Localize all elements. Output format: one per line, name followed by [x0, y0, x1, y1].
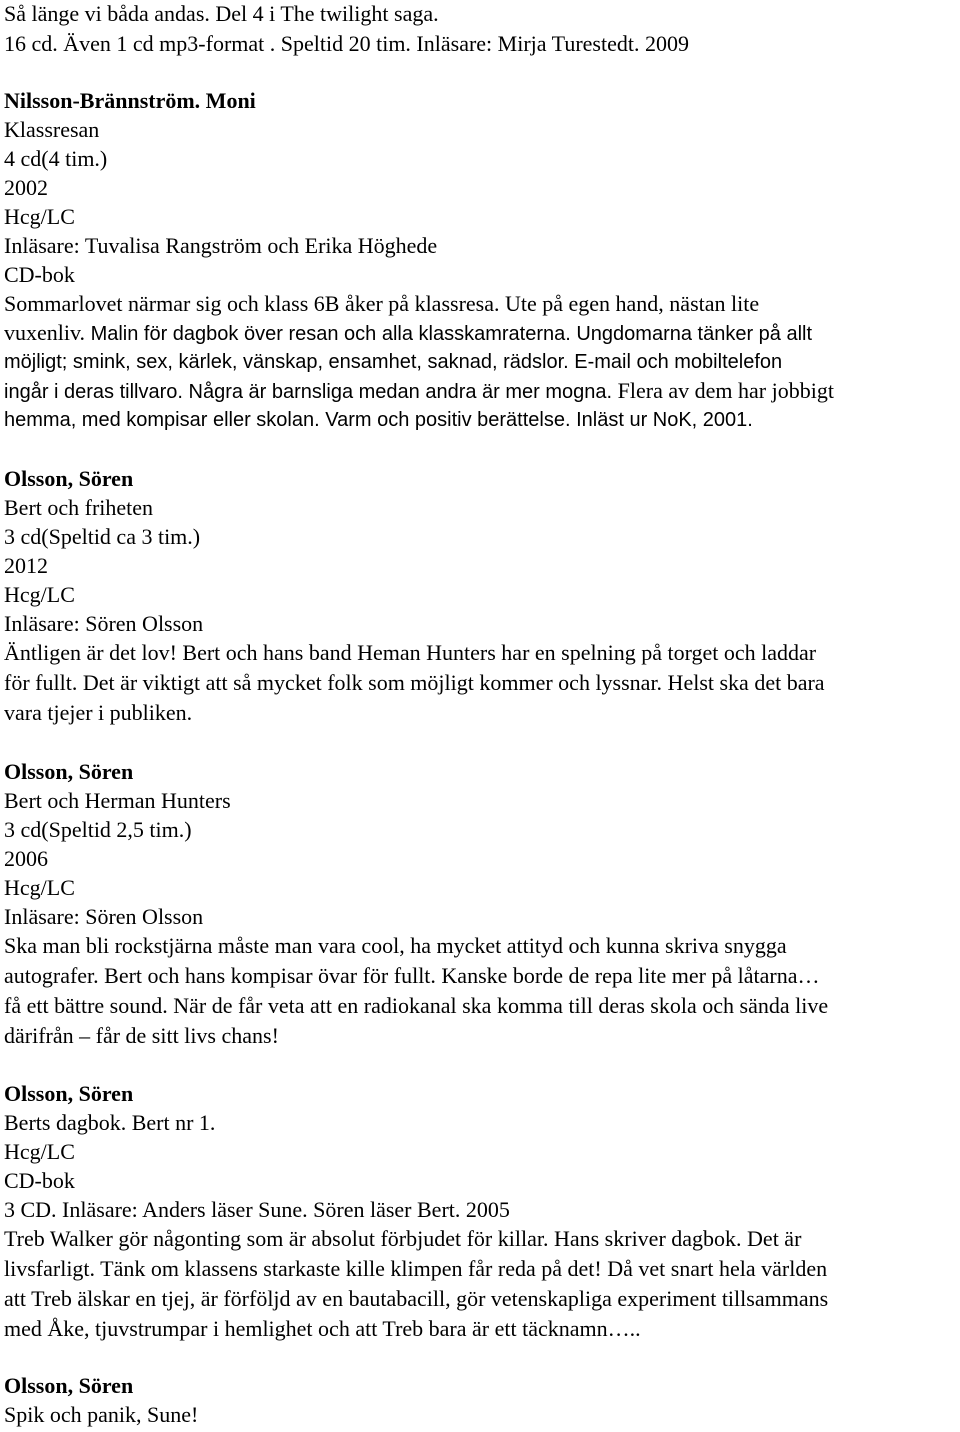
desc-segment: Några är barnsliga medan andra är mer mogna.	[188, 381, 618, 403]
entry-desc-line: Sommarlovet närmar sig och klass 6B åker på klassresa. Ute på egen hand, nästan lite	[4, 291, 760, 316]
entry-desc-line	[4, 378, 834, 405]
entry-author: Olsson, Sören	[4, 1373, 134, 1398]
entry-year: 2002	[4, 175, 48, 200]
desc-segment: vuxenliv.	[4, 320, 91, 345]
desc-segment: ingår i deras tillvaro.	[4, 381, 189, 403]
entry-desc-line	[4, 320, 812, 347]
entry-title: Klassresan	[4, 117, 100, 142]
desc-segment: Malin för dagbok över resan och alla klasskamraterna.	[90, 323, 577, 345]
entry-desc-line: därifrån – får de sitt livs chans!	[4, 1023, 279, 1048]
entry-format: 4 cd(4 tim.)	[4, 146, 108, 171]
desc-segment: Ungdomarna tänker på allt	[576, 323, 813, 345]
entry-info: 3 CD. Inläsare: Anders läser Sune. Sören läser Bert. 2005	[4, 1197, 510, 1222]
entry-desc-line: för fullt. Det är viktigt att så mycket folk som möjligt kommer och lyssnar. Helst ska det bara	[4, 670, 825, 695]
entry-type: CD-bok	[4, 262, 75, 287]
entry-desc-line: Ska man bli rockstjärna måste man vara cool, ha mycket attityd och kunna skriva snygga	[4, 933, 787, 958]
entry-shelf: Hcg/LC	[4, 875, 75, 900]
entry-format: 3 cd(Speltid ca 3 tim.)	[4, 524, 201, 549]
entry-reader: Inläsare: Sören Olsson	[4, 904, 204, 929]
entry-author: Olsson, Sören	[4, 466, 134, 491]
entry-year: 2006	[4, 846, 48, 871]
entry-header-line: Så länge vi båda andas. Del 4 i The twilight saga.	[4, 1, 439, 26]
entry-reader: Inläsare: Tuvalisa Rangström och Erika Höghede	[4, 233, 438, 258]
entry-title: Berts dagbok. Bert nr 1.	[4, 1110, 216, 1135]
entry-reader: Inläsare: Sören Olsson	[4, 611, 204, 636]
entry-author: Olsson, Sören	[4, 1081, 134, 1106]
entry-desc-line: med Åke, tjuvstrumpar i hemlighet och att Treb bara är ett täcknamn…..	[4, 1316, 641, 1341]
entry-shelf: Hcg/LC	[4, 204, 75, 229]
entry-title: Bert och Herman Hunters	[4, 788, 231, 813]
entry-desc-line: livsfarligt. Tänk om klassens starkaste kille klimpen får reda på det! Då vet snart hela världen	[4, 1256, 828, 1281]
entry-author: Nilsson-Brännström. Moni	[4, 88, 256, 113]
entry-shelf: Hcg/LC	[4, 1139, 75, 1164]
entry-format: 3 cd(Speltid 2,5 tim.)	[4, 817, 192, 842]
entry-desc-line: möjligt; smink, sex, kärlek, vänskap, ensamhet, saknad, rädslor. E-mail och mobiltelefon	[4, 351, 783, 373]
desc-segment: Flera av dem har jobbigt	[617, 378, 834, 403]
entry-author: Olsson, Sören	[4, 759, 134, 784]
entry-title: Bert och friheten	[4, 495, 154, 520]
entry-title: Spik och panik, Sune!	[4, 1402, 199, 1427]
entry-desc-line: vara tjejer i publiken.	[4, 700, 193, 725]
entry-desc-line: få ett bättre sound. När de får veta att en radiokanal ska komma till deras skola och sända live	[4, 993, 829, 1018]
entry-desc-line: Treb Walker gör någonting som är absolut förbjudet för killar. Hans skriver dagbok. Det är	[4, 1226, 802, 1251]
entry-desc-line: Äntligen är det lov! Bert och hans band Heman Hunters har en spelning på torget och laddar	[4, 640, 817, 665]
entry-year: 2012	[4, 553, 48, 578]
entry-desc-line: autografer. Bert och hans kompisar övar för fullt. Kanske borde de repa lite mer på låtarna…	[4, 963, 820, 988]
entry-desc-line: att Treb älskar en tjej, är förföljd av en bautabacill, gör vetenskapliga experiment tillsammans	[4, 1286, 829, 1311]
entry-desc-line: hemma, med kompisar eller skolan. Varm och positiv berättelse. Inläst ur NoK, 2001.	[4, 409, 753, 431]
entry-type: CD-bok	[4, 1168, 75, 1193]
entry-header-line: 16 cd. Även 1 cd mp3-format . Speltid 20 tim. Inläsare: Mirja Turestedt. 2009	[4, 31, 689, 56]
entry-shelf: Hcg/LC	[4, 582, 75, 607]
